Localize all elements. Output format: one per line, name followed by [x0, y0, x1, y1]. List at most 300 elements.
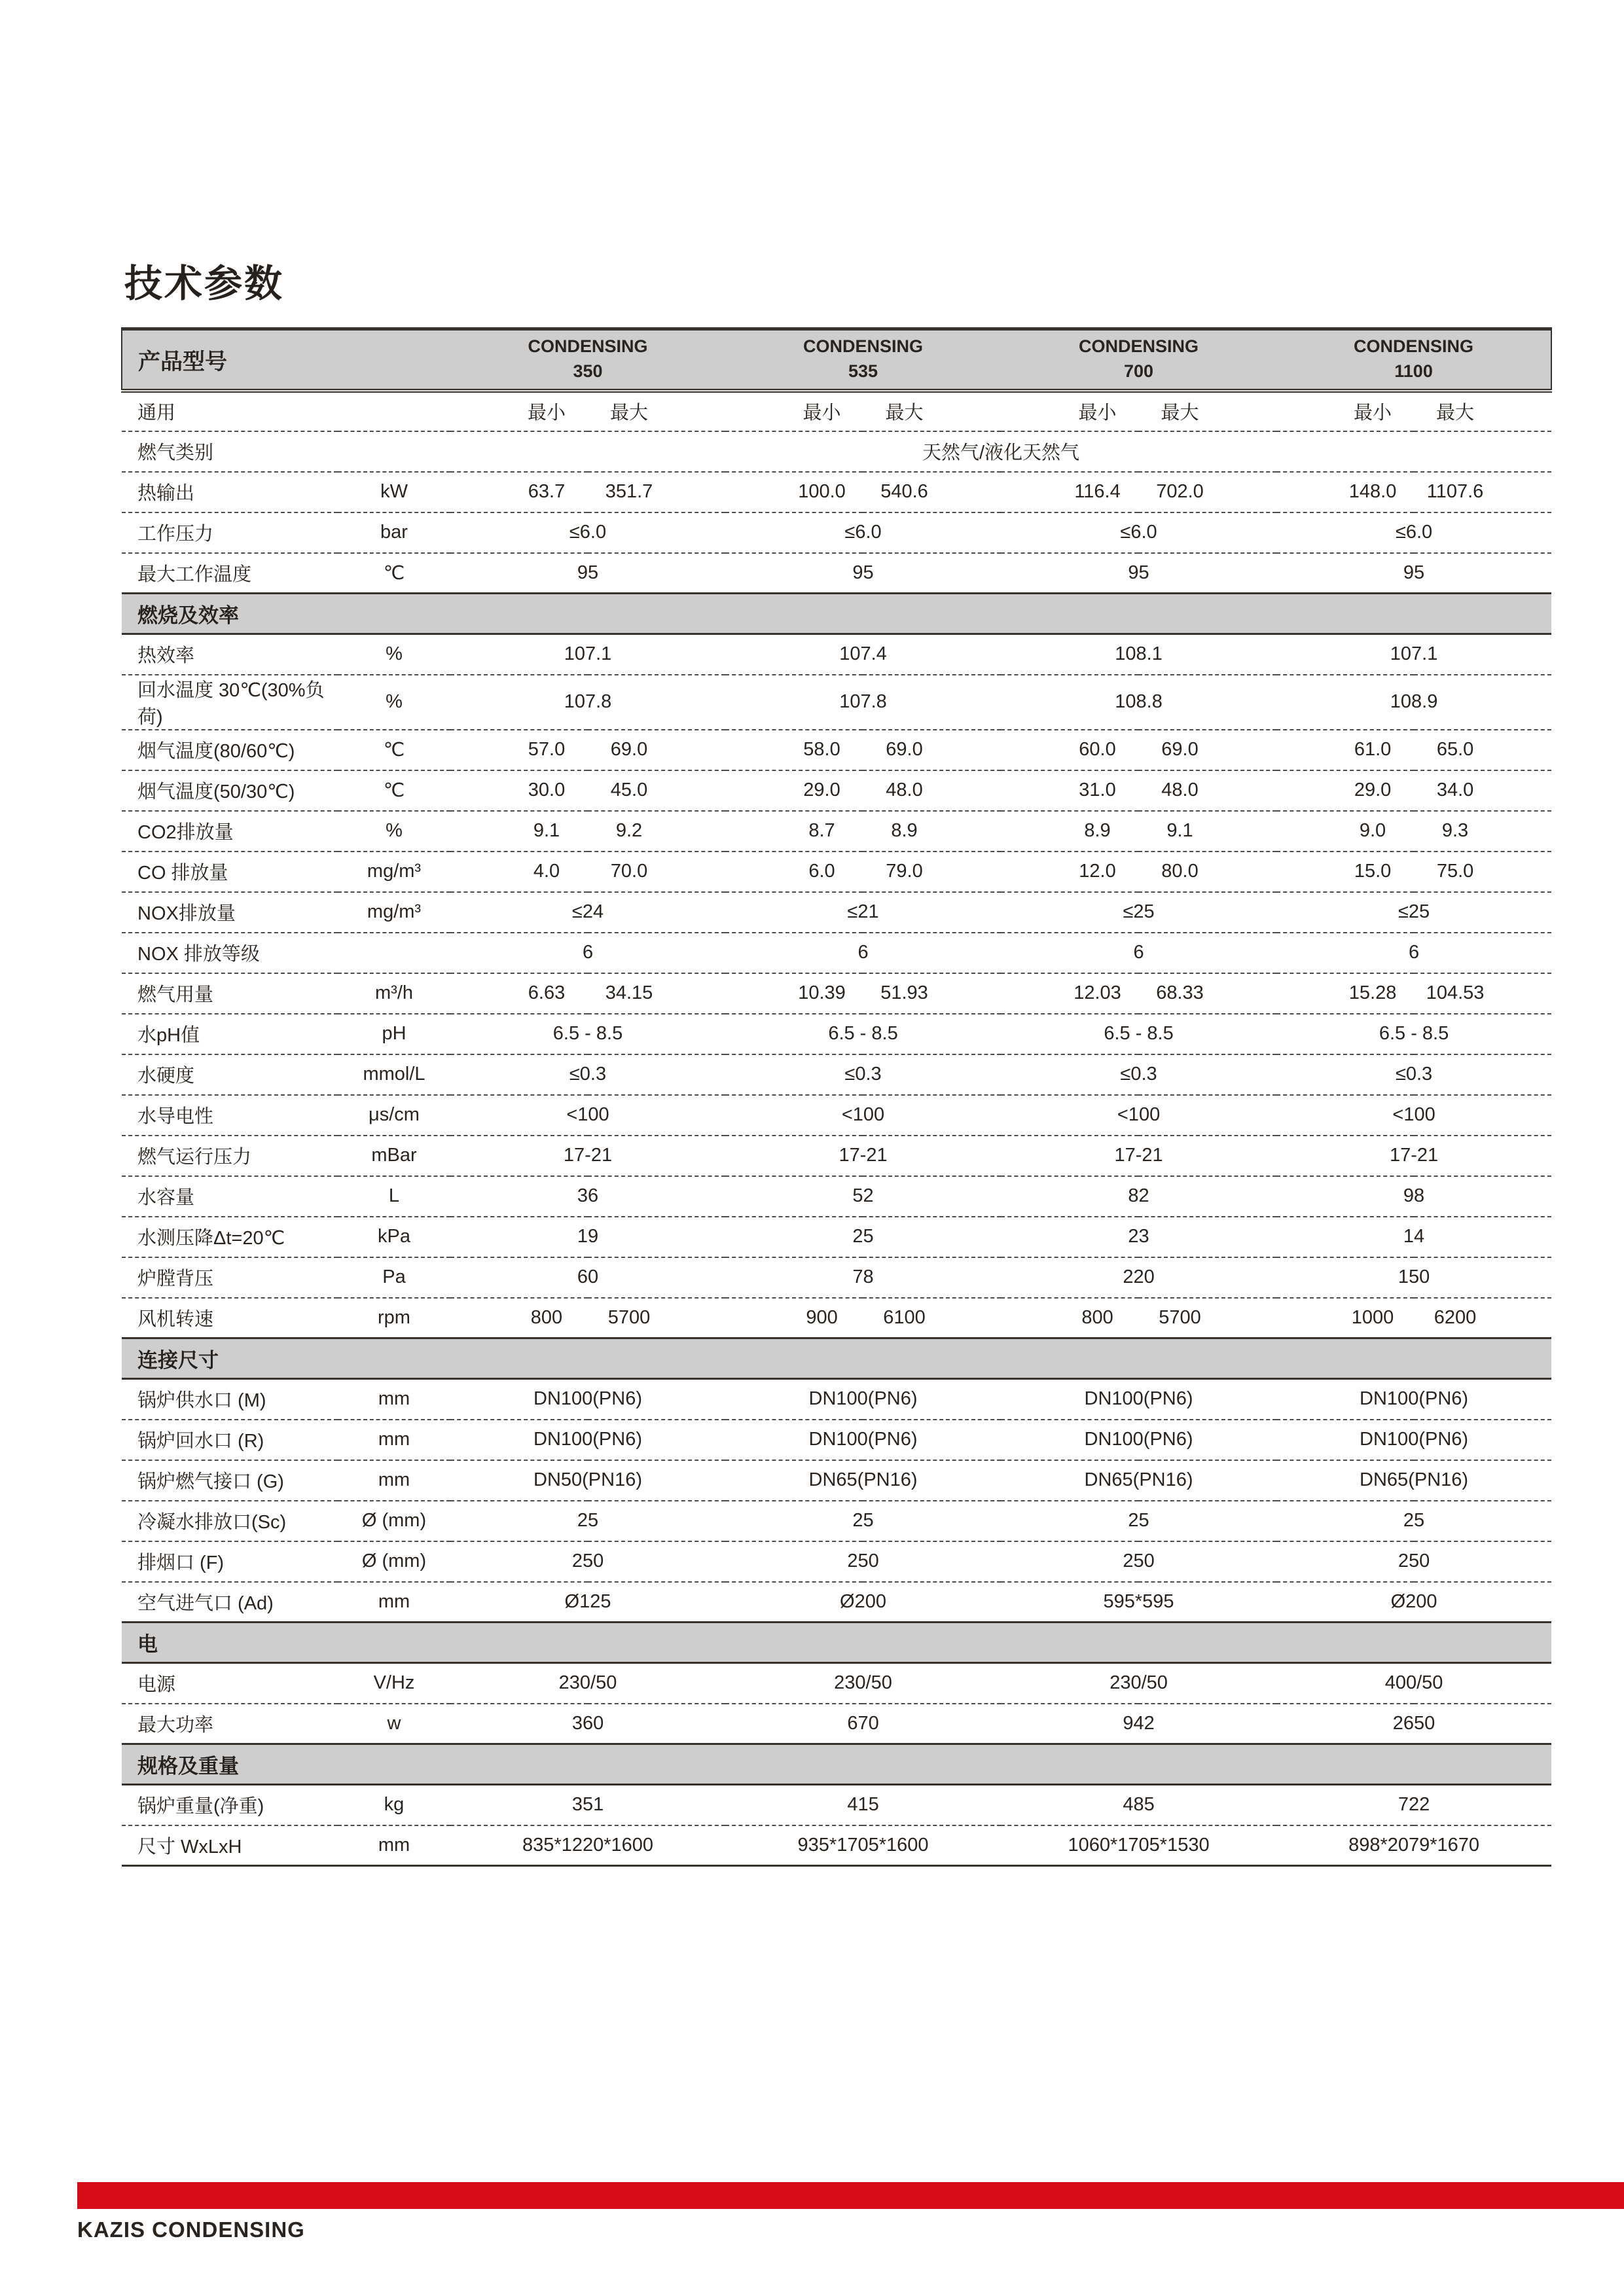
- row-label: 通用: [137, 403, 176, 423]
- model-brand-label: CONDENSING: [1354, 336, 1474, 357]
- min-max-pair: [450, 982, 725, 1004]
- min-max-pair: [450, 780, 725, 801]
- value-cell: 595*595: [1103, 1590, 1174, 1612]
- value-cell: 6: [1133, 942, 1144, 963]
- table-row: [122, 512, 1551, 553]
- min-max-pair: [1001, 982, 1276, 1004]
- value-cell: 95: [1403, 562, 1425, 583]
- row-label: 燃气类别: [137, 442, 214, 463]
- value-max: 9.3: [1441, 820, 1469, 841]
- value-cell: <100: [1117, 1104, 1161, 1125]
- value-cell: <100: [566, 1104, 609, 1125]
- value-cell: 6.5 - 8.5: [1104, 1023, 1174, 1044]
- row-unit: ℃: [383, 562, 405, 584]
- value-max: 8.9: [891, 820, 918, 841]
- value-min: 8.9: [1084, 820, 1111, 841]
- value-cell: 250: [847, 1551, 879, 1571]
- value-cell: DN100(PN6): [1084, 1388, 1193, 1410]
- table-row: [122, 1136, 1551, 1176]
- value-cell: 52: [852, 1185, 874, 1206]
- value-min: 900: [806, 1306, 838, 1328]
- value-cell: DN100(PN6): [808, 1429, 918, 1450]
- table-row: [122, 675, 1551, 730]
- value-cell: DN100(PN6): [533, 1388, 642, 1410]
- value-max: 75.0: [1436, 861, 1474, 882]
- value-cell: [450, 1298, 725, 1338]
- value-min: 29.0: [1354, 780, 1392, 800]
- value-cell: Ø125: [564, 1590, 611, 1612]
- value-cell: [725, 730, 1001, 770]
- value-cell: 250: [1123, 1551, 1155, 1571]
- row-unit: mm: [378, 1590, 410, 1612]
- value-cell: 23: [1128, 1226, 1149, 1247]
- min-max-pair: [725, 982, 1001, 1004]
- value-cell: ≤0.3: [1120, 1064, 1157, 1085]
- row-unit: mm: [378, 1388, 410, 1410]
- min-max-pair: [450, 739, 725, 761]
- value-min: 116.4: [1074, 481, 1121, 502]
- value-cell: [725, 811, 1001, 852]
- min-max-pair: [1001, 398, 1276, 425]
- min-max-pair: [1276, 739, 1551, 761]
- row-unit: mm: [378, 1469, 410, 1490]
- table-row: [122, 811, 1551, 852]
- min-max-pair: [725, 861, 1001, 882]
- min-max-pair: [1001, 780, 1276, 801]
- row-label: 水硬度: [137, 1066, 195, 1086]
- value-cell: 107.1: [564, 643, 612, 665]
- row-label: 电源: [137, 1674, 176, 1696]
- row-label: 回水温度 30℃(30%负荷): [137, 679, 325, 728]
- row-label: 尺寸 WxLxH: [137, 1836, 242, 1857]
- row-unit: Ø (mm): [361, 1551, 427, 1571]
- value-max: 5700: [1159, 1306, 1201, 1328]
- row-unit: mg/m³: [367, 861, 422, 882]
- value-min: 最小: [527, 403, 566, 423]
- model-brand-label: CONDENSING: [528, 336, 648, 357]
- footer-brand-text: KAZIS CONDENSING: [77, 2217, 305, 2242]
- min-max-pair: [1001, 739, 1276, 761]
- min-max-pair: [450, 861, 725, 882]
- value-max: 6100: [883, 1306, 926, 1328]
- value-cell: 25: [577, 1510, 599, 1531]
- value-cell: 6: [857, 942, 869, 963]
- table-row: [122, 1460, 1551, 1501]
- value-cell: 250: [571, 1551, 604, 1571]
- min-max-pair: [1276, 982, 1551, 1004]
- row-label: 烟气温度(50/30℃): [137, 781, 295, 802]
- value-max: 70.0: [610, 861, 648, 882]
- value-cell: 835*1220*1600: [522, 1834, 653, 1856]
- table-row: [122, 1825, 1551, 1866]
- value-cell: <100: [1392, 1104, 1435, 1125]
- value-min: 15.28: [1348, 982, 1397, 1003]
- value-cell: 230/50: [834, 1672, 892, 1694]
- value-cell: [1001, 1298, 1276, 1338]
- section-label: 连接尺寸: [137, 1349, 219, 1372]
- table-row: [122, 1663, 1551, 1704]
- row-unit: w: [387, 1712, 401, 1734]
- min-max-pair: [725, 481, 1001, 503]
- model-size-label: 535: [848, 361, 878, 382]
- value-min: 6.0: [808, 861, 835, 882]
- table-row: [122, 1541, 1551, 1582]
- value-max: 351.7: [605, 481, 653, 502]
- value-cell: 230/50: [1110, 1672, 1168, 1694]
- model-size-label: 350: [573, 361, 603, 382]
- min-max-pair: [1001, 1307, 1276, 1329]
- row-unit: %: [386, 820, 403, 841]
- value-cell: ≤0.3: [1395, 1064, 1433, 1085]
- section-label: 燃烧及效率: [137, 604, 239, 627]
- value-max: 68.33: [1156, 982, 1204, 1003]
- row-unit: Ø (mm): [361, 1510, 427, 1531]
- row-unit: kW: [380, 481, 408, 502]
- min-max-pair: [450, 820, 725, 842]
- value-cell: [1001, 472, 1276, 512]
- value-cell: 6: [1408, 942, 1420, 963]
- value-cell: ≤6.0: [1120, 522, 1157, 543]
- row-unit: mm: [378, 1834, 410, 1856]
- value-min: 最小: [1078, 403, 1117, 423]
- footer-accent-bar: [77, 2182, 1624, 2209]
- row-unit: kPa: [378, 1226, 410, 1247]
- row-label: 燃气用量: [137, 984, 214, 1005]
- column-header-product: 产品型号: [122, 329, 338, 391]
- value-max: 79.0: [886, 861, 923, 882]
- span-value: 天然气/液化天然气: [922, 442, 1080, 463]
- row-label: 排烟口 (F): [137, 1552, 225, 1573]
- min-max-pair: [1001, 861, 1276, 882]
- table-row: [122, 1582, 1551, 1623]
- value-max: 69.0: [886, 739, 923, 760]
- value-max: 最大: [609, 403, 648, 423]
- table-row: [122, 1420, 1551, 1460]
- value-max: 65.0: [1436, 739, 1474, 760]
- value-cell: ≤6.0: [844, 522, 882, 543]
- value-cell: [725, 1298, 1001, 1338]
- value-cell: 250: [1398, 1551, 1430, 1571]
- value-max: 最大: [885, 403, 924, 423]
- row-label: 炉膛背压: [137, 1268, 214, 1289]
- value-max: 9.2: [615, 820, 643, 841]
- table-row: [122, 933, 1551, 973]
- row-label: 空气进气口 (Ad): [137, 1592, 274, 1614]
- row-label: 燃气运行压力: [137, 1147, 252, 1168]
- value-cell: DN100(PN6): [1360, 1429, 1469, 1450]
- row-unit: [338, 431, 450, 472]
- value-max: 9.1: [1166, 820, 1193, 841]
- value-cell: 722: [1398, 1794, 1430, 1816]
- row-unit: pH: [382, 1023, 406, 1044]
- value-cell: 60: [577, 1266, 599, 1287]
- table-row: [122, 553, 1551, 594]
- value-max: 1107.6: [1426, 481, 1484, 502]
- min-max-pair: [450, 1307, 725, 1329]
- value-cell: 6.5 - 8.5: [1379, 1023, 1449, 1044]
- value-max: 6200: [1434, 1306, 1477, 1328]
- value-cell: [1276, 730, 1551, 770]
- value-cell: 98: [1403, 1185, 1425, 1206]
- row-unit: bar: [380, 522, 408, 543]
- row-label: 水导电性: [137, 1106, 214, 1127]
- row-label: 锅炉供水口 (M): [137, 1390, 266, 1412]
- value-cell: 95: [1128, 562, 1149, 583]
- value-cell: ≤21: [847, 901, 879, 922]
- row-label: 锅炉重量(净重): [137, 1796, 264, 1818]
- value-cell: 108.9: [1390, 691, 1438, 712]
- value-cell: 78: [852, 1266, 874, 1287]
- model-size-label: 1100: [1394, 361, 1433, 382]
- row-label: NOX排放量: [137, 903, 236, 924]
- value-min: 最小: [803, 403, 841, 423]
- row-label: 锅炉燃气接口 (G): [137, 1471, 284, 1492]
- row-label: 最大工作温度: [137, 564, 252, 585]
- value-cell: 17-21: [563, 1145, 613, 1166]
- value-cell: 19: [577, 1226, 599, 1247]
- section-row: [122, 1338, 1551, 1379]
- value-min: 9.0: [1359, 820, 1386, 841]
- value-cell: 95: [852, 562, 874, 583]
- value-max: 34.0: [1436, 780, 1474, 800]
- table-row: [122, 1054, 1551, 1095]
- min-max-pair: [725, 1307, 1001, 1329]
- value-max: 最大: [1161, 403, 1199, 423]
- value-max: 51.93: [880, 982, 928, 1003]
- value-cell: 2650: [1392, 1712, 1435, 1734]
- value-cell: DN100(PN6): [533, 1429, 642, 1450]
- row-unit: [338, 391, 450, 431]
- value-cell: [1001, 730, 1276, 770]
- value-max: 702.0: [1156, 481, 1204, 502]
- value-cell: [1001, 973, 1276, 1014]
- table-header-row: [122, 329, 1551, 391]
- column-header-model-350: [450, 329, 725, 391]
- min-max-pair: [1276, 820, 1551, 842]
- value-cell: ≤25: [1123, 901, 1155, 922]
- section-row: [122, 1744, 1551, 1785]
- value-cell: DN65(PN16): [1084, 1469, 1193, 1490]
- table-row: [122, 730, 1551, 770]
- value-cell: [1001, 770, 1276, 811]
- value-cell: 485: [1123, 1794, 1155, 1816]
- spec-table: [121, 327, 1552, 1867]
- value-cell: 25: [852, 1226, 874, 1247]
- value-cell: 17-21: [1389, 1145, 1439, 1166]
- row-unit: %: [386, 643, 403, 665]
- table-row: [122, 1217, 1551, 1257]
- value-min: 100.0: [798, 481, 846, 502]
- value-cell: Ø200: [840, 1590, 886, 1612]
- value-cell: ≤6.0: [569, 522, 607, 543]
- value-cell: DN65(PN16): [1360, 1469, 1469, 1490]
- table-row: [122, 1704, 1551, 1744]
- row-unit: %: [386, 691, 403, 712]
- value-cell: [1276, 1298, 1551, 1338]
- value-max: 540.6: [880, 481, 928, 502]
- value-cell: [450, 391, 725, 431]
- value-cell: [725, 852, 1001, 892]
- value-cell: 107.8: [839, 691, 887, 712]
- min-max-pair: [725, 398, 1001, 425]
- row-unit: mg/m³: [367, 901, 422, 922]
- value-min: 57.0: [528, 739, 566, 760]
- row-label: 水pH值: [137, 1025, 200, 1046]
- value-min: 1000: [1351, 1306, 1394, 1328]
- value-cell: [1276, 770, 1551, 811]
- min-max-pair: [725, 820, 1001, 842]
- row-label: 风机转速: [137, 1308, 214, 1330]
- value-min: 61.0: [1354, 739, 1392, 760]
- row-unit: mmol/L: [363, 1064, 425, 1085]
- min-max-pair: [1276, 780, 1551, 801]
- row-label: 水测压降Δt=20℃: [137, 1228, 285, 1249]
- value-min: 9.1: [533, 820, 560, 841]
- value-cell: 107.8: [564, 691, 612, 712]
- table-row: [122, 1785, 1551, 1825]
- value-cell: [450, 852, 725, 892]
- row-unit: m³/h: [375, 982, 413, 1003]
- value-cell: [450, 472, 725, 512]
- value-cell: Ø200: [1390, 1590, 1437, 1612]
- section-row: [122, 1623, 1551, 1663]
- value-min: 148.0: [1348, 481, 1397, 502]
- value-max: 48.0: [886, 780, 923, 800]
- value-cell: [450, 973, 725, 1014]
- table-row: [122, 973, 1551, 1014]
- row-label: 工作压力: [137, 524, 214, 545]
- value-cell: DN100(PN6): [1084, 1429, 1193, 1450]
- value-min: 6.63: [528, 982, 566, 1003]
- value-cell: 17-21: [1114, 1145, 1163, 1166]
- value-cell: 108.8: [1115, 691, 1163, 712]
- min-max-pair: [1276, 1307, 1551, 1329]
- value-cell: 670: [847, 1712, 879, 1734]
- table-row: [122, 1176, 1551, 1217]
- column-header-model-700: [1001, 329, 1276, 391]
- model-size-label: 700: [1124, 361, 1154, 382]
- table-row: [122, 1095, 1551, 1136]
- value-max: 最大: [1436, 403, 1475, 423]
- value-max: 104.53: [1426, 982, 1485, 1003]
- row-unit: ℃: [383, 740, 405, 761]
- value-min: 30.0: [528, 780, 566, 800]
- value-min: 15.0: [1354, 861, 1392, 882]
- value-cell: 360: [571, 1712, 604, 1734]
- value-cell: 935*1705*1600: [797, 1834, 929, 1856]
- value-cell: DN100(PN6): [808, 1388, 918, 1410]
- value-cell: [450, 730, 725, 770]
- row-unit: [338, 933, 450, 973]
- value-cell: 220: [1123, 1266, 1155, 1287]
- table-row: [122, 1257, 1551, 1298]
- min-max-pair: [1276, 481, 1551, 503]
- value-cell: 898*2079*1670: [1348, 1834, 1480, 1856]
- value-cell: [1001, 391, 1276, 431]
- column-header-unit: [338, 329, 450, 391]
- page-title: 技术参数: [124, 262, 285, 305]
- min-max-pair: [1276, 398, 1551, 425]
- value-cell: 25: [852, 1510, 874, 1531]
- value-cell: ≤0.3: [844, 1064, 882, 1085]
- value-cell: 17-21: [839, 1145, 888, 1166]
- value-cell: 25: [1128, 1510, 1149, 1531]
- min-max-pair: [1001, 481, 1276, 503]
- value-min: 29.0: [803, 780, 840, 800]
- row-unit: mBar: [371, 1145, 417, 1166]
- value-min: 8.7: [808, 820, 835, 841]
- value-cell: ≤25: [1398, 901, 1430, 922]
- table-body: [122, 391, 1551, 1866]
- table-row: [122, 852, 1551, 892]
- table-row: [122, 1298, 1551, 1338]
- value-min: 63.7: [528, 481, 566, 502]
- row-label: 最大功率: [137, 1714, 214, 1736]
- value-cell: DN100(PN6): [1360, 1388, 1469, 1410]
- value-cell: 36: [577, 1185, 599, 1206]
- min-max-pair: [1276, 861, 1551, 882]
- column-header-model-1100: [1276, 329, 1551, 391]
- value-cell: 6.5 - 8.5: [552, 1023, 623, 1044]
- value-cell: DN50(PN16): [533, 1469, 642, 1490]
- row-label: 热效率: [137, 645, 195, 667]
- min-max-pair: [725, 780, 1001, 801]
- min-max-pair: [725, 739, 1001, 761]
- value-cell: 107.4: [839, 643, 887, 665]
- row-unit: Pa: [382, 1266, 406, 1287]
- table-head: [122, 329, 1551, 391]
- table-row: [122, 634, 1551, 675]
- value-cell: ≤24: [571, 901, 604, 922]
- value-cell: 1060*1705*1530: [1068, 1834, 1210, 1856]
- value-cell: 14: [1403, 1226, 1425, 1247]
- value-max: 80.0: [1161, 861, 1199, 882]
- value-max: 69.0: [610, 739, 648, 760]
- value-min: 60.0: [1079, 739, 1116, 760]
- value-min: 4.0: [533, 861, 560, 882]
- value-max: 5700: [607, 1306, 651, 1328]
- value-cell: ≤0.3: [569, 1064, 607, 1085]
- value-min: 10.39: [798, 982, 846, 1003]
- value-cell: [725, 973, 1001, 1014]
- value-min: 31.0: [1079, 780, 1116, 800]
- section-label: 电: [137, 1633, 158, 1656]
- row-label: CO 排放量: [137, 863, 228, 884]
- value-min: 58.0: [803, 739, 840, 760]
- row-unit: ℃: [383, 780, 405, 801]
- section-label: 规格及重量: [137, 1755, 239, 1778]
- row-unit: mm: [378, 1429, 410, 1450]
- value-cell: 6: [582, 942, 594, 963]
- value-cell: 415: [847, 1794, 879, 1816]
- value-cell: [725, 391, 1001, 431]
- row-label: CO2排放量: [137, 822, 234, 843]
- table-row: [122, 1379, 1551, 1420]
- row-label: NOX 排放等级: [137, 944, 260, 965]
- value-cell: 942: [1123, 1712, 1155, 1734]
- value-cell: 25: [1403, 1510, 1425, 1531]
- value-cell: 230/50: [558, 1672, 617, 1694]
- row-unit: μs/cm: [369, 1104, 420, 1125]
- min-max-pair: [450, 481, 725, 503]
- value-min: 最小: [1354, 403, 1392, 423]
- table-row: [122, 770, 1551, 811]
- row-label: 热输出: [137, 483, 195, 504]
- value-cell: ≤6.0: [1395, 522, 1433, 543]
- value-cell: <100: [841, 1104, 885, 1125]
- value-cell: 400/50: [1384, 1672, 1443, 1694]
- value-cell: [450, 811, 725, 852]
